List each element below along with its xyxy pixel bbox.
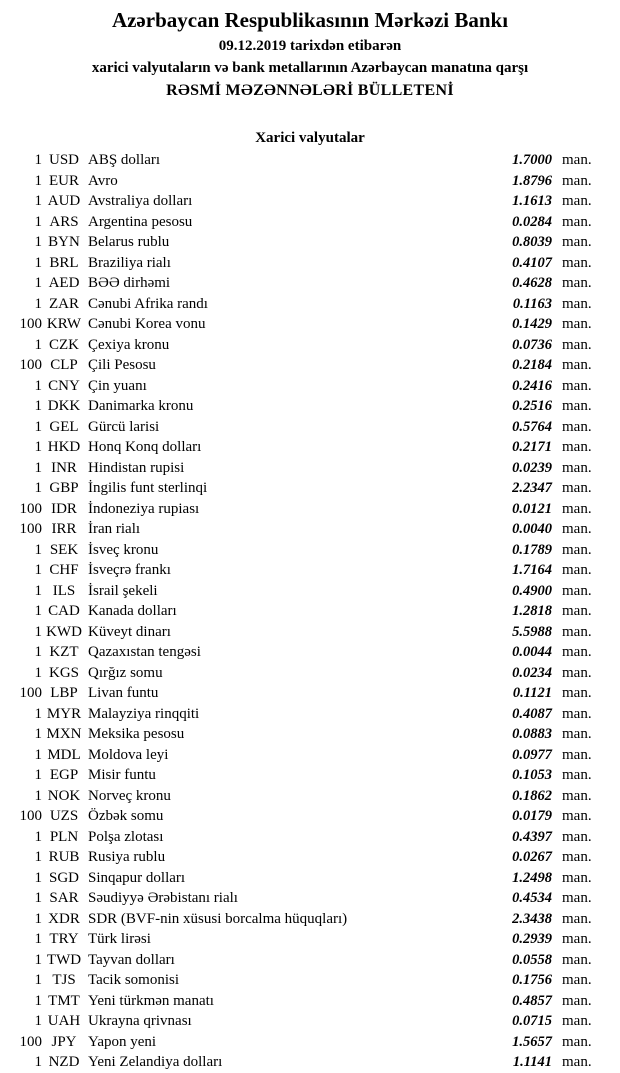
nominal-value: 1: [34, 172, 42, 189]
rate-unit: man.: [562, 500, 592, 517]
rate-unit: man.: [562, 726, 592, 742]
nominal-value: 100: [19, 1033, 42, 1050]
table-row: [0, 560, 597, 581]
rate-value: 0.2516: [512, 398, 552, 414]
currency-code: SGD: [48, 869, 79, 886]
rate-value: 0.1789: [512, 541, 552, 558]
currency-code: NOK: [47, 787, 81, 804]
table-row: [0, 150, 597, 171]
nominal-value: 1: [34, 480, 42, 496]
currency-name: Meksika pesosu: [88, 726, 185, 742]
rate-unit: man.: [562, 951, 592, 968]
rate-unit: man.: [562, 213, 592, 230]
currency-name: Yeni Zelandiya dolları: [88, 1054, 223, 1070]
currency-name: Cənubi Korea vonu: [88, 316, 206, 332]
currency-code: HKD: [47, 439, 81, 455]
rate-value: 0.8039: [512, 234, 552, 250]
currency-name: Avro: [88, 172, 118, 189]
currency-name: Misir funtu: [88, 767, 156, 783]
nominal-value: 1: [34, 746, 42, 763]
nominal-value: 1: [34, 398, 42, 414]
rate-unit: man.: [562, 582, 592, 599]
nominal-value: 1: [34, 623, 42, 640]
currency-name: Hindistan rupisi: [88, 459, 185, 476]
currency-code: CLP: [50, 357, 78, 373]
currency-name: İsveçrə frankı: [88, 562, 171, 578]
nominal-value: 100: [19, 357, 42, 373]
currency-name: Honq Konq dolları: [88, 439, 202, 455]
currency-code: GEL: [49, 418, 79, 435]
subject-line: xarici valyutaların və bank metallarının Azərbaycan manatına qarşı: [91, 60, 529, 76]
nominal-value: 1: [34, 910, 42, 927]
currency-code: MXN: [46, 726, 82, 742]
table-row: [0, 806, 597, 827]
rate-unit: man.: [562, 808, 592, 824]
table-row: [0, 519, 597, 540]
rate-value: 0.0044: [512, 644, 552, 660]
rate-unit: man.: [562, 664, 592, 681]
nominal-value: 1: [34, 705, 42, 722]
nominal-value: 1: [34, 992, 42, 1009]
table-row: [0, 970, 597, 991]
currency-name: BƏƏ dirhəmi: [88, 275, 171, 291]
nominal-value: 1: [34, 1013, 42, 1029]
nominal-value: 1: [34, 254, 42, 271]
rate-unit: man.: [562, 459, 592, 476]
nominal-value: 1: [34, 582, 42, 599]
nominal-value: 1: [34, 869, 42, 886]
currency-code: AED: [48, 275, 80, 291]
rate-value: 1.1613: [512, 193, 552, 209]
currency-name: Danimarka kronu: [88, 398, 194, 414]
nominal-value: 1: [34, 193, 42, 209]
rate-unit: man.: [562, 521, 592, 537]
nominal-value: 1: [34, 459, 42, 476]
rate-value: 0.0267: [512, 849, 552, 865]
currency-name: ABŞ dolları: [88, 152, 161, 168]
rate-value: 2.3438: [512, 910, 552, 927]
currency-name: Qazaxıstan tengəsi: [88, 644, 201, 660]
table-row: [0, 1052, 597, 1073]
table-row: [0, 212, 597, 233]
rate-unit: man.: [562, 972, 592, 988]
section-title: Xarici valyutalar: [255, 130, 365, 146]
currency-name: Küveyt dinarı: [88, 623, 171, 640]
nominal-value: 1: [34, 418, 42, 435]
rate-unit: man.: [562, 418, 592, 435]
rate-unit: man.: [562, 480, 592, 496]
currency-name: Argentina pesosu: [88, 213, 193, 230]
table-row: [0, 745, 597, 766]
currency-name: Çin yuanı: [88, 377, 147, 394]
table-row: [0, 724, 597, 745]
currency-name: Malayziya rinqqiti: [88, 705, 200, 722]
currency-code: ARS: [49, 213, 79, 230]
currency-code: CHF: [49, 562, 79, 578]
rate-unit: man.: [562, 234, 592, 250]
currency-code: BYN: [48, 234, 80, 250]
table-row: [0, 376, 597, 397]
table-row: [0, 786, 597, 807]
rate-unit: man.: [562, 295, 592, 312]
nominal-value: 1: [34, 787, 42, 804]
rate-value: 5.5988: [512, 623, 552, 640]
nominal-value: 1: [34, 890, 42, 906]
currency-name: İran rialı: [88, 521, 141, 537]
currency-name: Cənubi Afrika randı: [88, 295, 208, 312]
table-row: [0, 827, 597, 848]
currency-code: SAR: [49, 890, 79, 906]
rate-unit: man.: [562, 746, 592, 763]
nominal-value: 1: [34, 439, 42, 455]
table-row: [0, 540, 597, 561]
currency-code: BRL: [49, 254, 79, 271]
currency-code: JPY: [51, 1033, 77, 1050]
currency-code: TWD: [46, 951, 82, 968]
rate-value: 0.2939: [512, 931, 552, 947]
rate-value: 0.1756: [512, 972, 552, 988]
currency-code: EGP: [49, 767, 79, 783]
rate-value: 0.0736: [512, 336, 552, 353]
currency-name: Yapon yeni: [88, 1033, 157, 1050]
rate-value: 1.7164: [512, 562, 552, 578]
table-row: [0, 704, 597, 725]
rate-unit: man.: [562, 787, 592, 804]
rate-value: 0.4628: [512, 275, 552, 291]
bulletin-header: [0, 0, 620, 102]
currency-code: KWD: [46, 623, 82, 640]
currency-code: MYR: [46, 705, 82, 722]
rates-table: [0, 150, 597, 1073]
table-row: [0, 458, 597, 479]
table-row: [0, 950, 597, 971]
rate-unit: man.: [562, 992, 592, 1009]
rate-value: 1.2498: [512, 869, 552, 886]
rate-value: 0.1429: [512, 316, 552, 332]
currency-name: Polşa zlotası: [88, 828, 164, 845]
currency-name: Özbək somu: [88, 808, 164, 824]
rate-value: 0.0977: [512, 746, 552, 763]
currency-name: Çexiya kronu: [88, 336, 170, 353]
rate-unit: man.: [562, 377, 592, 394]
rate-value: 0.4107: [512, 254, 552, 271]
table-row: [0, 847, 597, 868]
rate-unit: man.: [562, 357, 592, 373]
rate-unit: man.: [562, 623, 592, 640]
currency-name: Çili Pesosu: [88, 357, 156, 373]
currency-code: UZS: [49, 808, 79, 824]
rate-value: 0.0883: [512, 726, 552, 742]
table-row: [0, 581, 597, 602]
currency-code: ILS: [52, 582, 76, 599]
table-row: [0, 417, 597, 438]
rate-unit: man.: [562, 644, 592, 660]
table-row: [0, 396, 597, 417]
currency-code: MDL: [47, 746, 81, 763]
currency-name: Rusiya rublu: [88, 849, 166, 865]
table-row: [0, 991, 597, 1012]
currency-name: Gürcü larisi: [88, 418, 160, 435]
nominal-value: 1: [34, 603, 42, 619]
rate-value: 1.7000: [512, 152, 552, 168]
currency-code: UAH: [47, 1013, 81, 1029]
currency-name: Yeni türkmən manatı: [88, 992, 214, 1009]
currency-code: LBP: [50, 685, 78, 701]
rate-value: 0.0121: [512, 500, 552, 517]
rate-unit: man.: [562, 172, 592, 189]
nominal-value: 1: [34, 1054, 42, 1070]
currency-code: TMT: [48, 992, 80, 1009]
currency-code: RUB: [48, 849, 80, 865]
nominal-value: 1: [34, 951, 42, 968]
currency-code: SEK: [49, 541, 79, 558]
nominal-value: 1: [34, 828, 42, 845]
table-row: [0, 191, 597, 212]
rate-unit: man.: [562, 1054, 592, 1070]
table-row: [0, 765, 597, 786]
rate-value: 1.2818: [512, 603, 552, 619]
currency-name: SDR (BVF-nin xüsusi borcalma hüquqları): [88, 910, 348, 927]
currency-code: USD: [48, 152, 79, 168]
rate-value: 0.0239: [512, 459, 552, 476]
table-row: [0, 437, 597, 458]
currency-name: Belarus rublu: [88, 234, 170, 250]
table-row: [0, 253, 597, 274]
currency-code: CNY: [48, 377, 80, 394]
rate-value: 2.2347: [512, 480, 552, 496]
table-row: [0, 663, 597, 684]
rate-unit: man.: [562, 1013, 592, 1029]
rate-unit: man.: [562, 336, 592, 353]
currency-code: KGS: [48, 664, 79, 681]
rate-unit: man.: [562, 439, 592, 455]
rate-value: 0.0234: [512, 664, 552, 681]
rate-unit: man.: [562, 562, 592, 578]
rate-value: 0.1163: [512, 295, 552, 312]
rate-unit: man.: [562, 869, 592, 886]
nominal-value: 1: [34, 562, 42, 578]
nominal-value: 1: [34, 295, 42, 312]
rate-value: 0.1121: [512, 685, 552, 701]
rate-value: 0.0715: [512, 1013, 552, 1029]
rate-value: 0.0558: [512, 951, 552, 968]
table-row: [0, 642, 597, 663]
rate-value: 0.4534: [512, 890, 552, 906]
nominal-value: 100: [19, 316, 42, 332]
currency-code: EUR: [49, 172, 79, 189]
currency-name: Səudiyyə Ərəbistanı rialı: [88, 890, 238, 906]
table-row: [0, 171, 597, 192]
currency-name: İndoneziya rupiası: [88, 500, 200, 517]
currency-name: Kanada dolları: [88, 603, 177, 619]
table-row: [0, 232, 597, 253]
table-row: [0, 909, 597, 930]
currency-code: KZT: [49, 644, 79, 660]
currency-code: TRY: [49, 931, 79, 947]
currency-code: CAD: [48, 603, 80, 619]
table-row: [0, 622, 597, 643]
nominal-value: 1: [34, 213, 42, 230]
rate-value: 0.2171: [512, 439, 552, 455]
rate-value: 0.2416: [512, 377, 552, 394]
table-row: [0, 601, 597, 622]
rate-value: 1.8796: [512, 172, 552, 189]
table-row: [0, 929, 597, 950]
currency-name: Sinqapur dolları: [88, 869, 186, 886]
nominal-value: 1: [34, 152, 42, 168]
rate-value: 0.0040: [512, 521, 552, 537]
table-row: [0, 888, 597, 909]
currency-name: Moldova leyi: [88, 746, 169, 763]
currency-code: ZAR: [49, 295, 79, 312]
nominal-value: 1: [34, 664, 42, 681]
rate-unit: man.: [562, 705, 592, 722]
rate-unit: man.: [562, 603, 592, 619]
rate-value: 0.5764: [512, 418, 552, 435]
rate-value: 0.2184: [512, 357, 552, 373]
rate-value: 0.0284: [512, 213, 552, 230]
rate-value: 0.4857: [512, 992, 552, 1009]
currency-code: INR: [51, 459, 77, 476]
currency-name: Livan funtu: [88, 685, 159, 701]
currency-code: PLN: [49, 828, 79, 845]
currency-code: IDR: [51, 500, 77, 517]
currency-name: Tacik somonisi: [88, 972, 180, 988]
rate-value: 0.0179: [512, 808, 552, 824]
rate-value: 0.4087: [512, 705, 552, 722]
currency-code: CZK: [49, 336, 79, 353]
table-row: [0, 314, 597, 335]
rate-value: 1.5657: [512, 1033, 552, 1050]
currency-code: KRW: [46, 316, 82, 332]
nominal-value: 100: [19, 808, 42, 824]
nominal-value: 1: [34, 767, 42, 783]
rate-unit: man.: [562, 931, 592, 947]
nominal-value: 100: [19, 685, 42, 701]
nominal-value: 1: [34, 726, 42, 742]
currency-code: TJS: [52, 972, 76, 988]
table-row: [0, 1032, 597, 1053]
nominal-value: 1: [34, 377, 42, 394]
currency-name: Tayvan dolları: [88, 951, 175, 968]
rate-unit: man.: [562, 910, 592, 927]
currency-name: Ukrayna qrivnası: [88, 1013, 192, 1029]
currency-name: Norveç kronu: [88, 787, 171, 804]
rate-unit: man.: [562, 767, 592, 783]
table-row: [0, 868, 597, 889]
currency-code: DKK: [47, 398, 81, 414]
rate-unit: man.: [562, 398, 592, 414]
rate-unit: man.: [562, 254, 592, 271]
table-row: [0, 478, 597, 499]
rate-unit: man.: [562, 685, 592, 701]
nominal-value: 1: [34, 275, 42, 291]
bulletin-title: RƏSMİ MƏZƏNNƏLƏRİ BÜLLETENİ: [166, 82, 454, 99]
currency-name: İngilis funt sterlinqi: [88, 480, 208, 496]
currency-code: IRR: [51, 521, 77, 537]
table-row: [0, 1011, 597, 1032]
currency-code: XDR: [48, 910, 80, 927]
rate-value: 1.1141: [512, 1054, 552, 1070]
nominal-value: 1: [34, 336, 42, 353]
rate-unit: man.: [562, 541, 592, 558]
table-row: [0, 273, 597, 294]
rate-unit: man.: [562, 152, 592, 168]
rate-value: 0.1862: [512, 787, 552, 804]
nominal-value: 1: [34, 931, 42, 947]
currency-name: Türk lirəsi: [88, 931, 151, 947]
nominal-value: 1: [34, 234, 42, 250]
currency-name: İsveç kronu: [88, 541, 159, 558]
nominal-value: 1: [34, 644, 42, 660]
currency-code: GBP: [49, 480, 79, 496]
nominal-value: 100: [19, 521, 42, 537]
currency-name: Qırğız somu: [88, 664, 163, 681]
rate-unit: man.: [562, 193, 592, 209]
currency-code: AUD: [47, 193, 81, 209]
table-row: [0, 683, 597, 704]
currency-code: NZD: [48, 1054, 80, 1070]
rate-value: 0.4900: [512, 582, 552, 599]
rate-unit: man.: [562, 849, 592, 865]
table-row: [0, 355, 597, 376]
nominal-value: 100: [19, 500, 42, 517]
bank-name: Azərbaycan Respublikasının Mərkəzi Bankı: [111, 8, 509, 32]
rate-unit: man.: [562, 1033, 592, 1050]
table-row: [0, 335, 597, 356]
nominal-value: 1: [34, 849, 42, 865]
table-row: [0, 499, 597, 520]
rate-unit: man.: [562, 828, 592, 845]
table-row: [0, 294, 597, 315]
currency-name: Braziliya rialı: [88, 254, 171, 271]
rate-value: 0.1053: [512, 767, 552, 783]
rate-unit: man.: [562, 890, 592, 906]
rate-value: 0.4397: [512, 828, 552, 845]
rate-unit: man.: [562, 316, 592, 332]
rate-unit: man.: [562, 275, 592, 291]
effective-date-line: 09.12.2019 tarixdən etibarən: [218, 38, 402, 54]
currency-name: İsrail şekeli: [88, 582, 158, 599]
currency-name: Avstraliya dolları: [88, 193, 193, 209]
nominal-value: 1: [34, 972, 42, 988]
nominal-value: 1: [34, 541, 42, 558]
